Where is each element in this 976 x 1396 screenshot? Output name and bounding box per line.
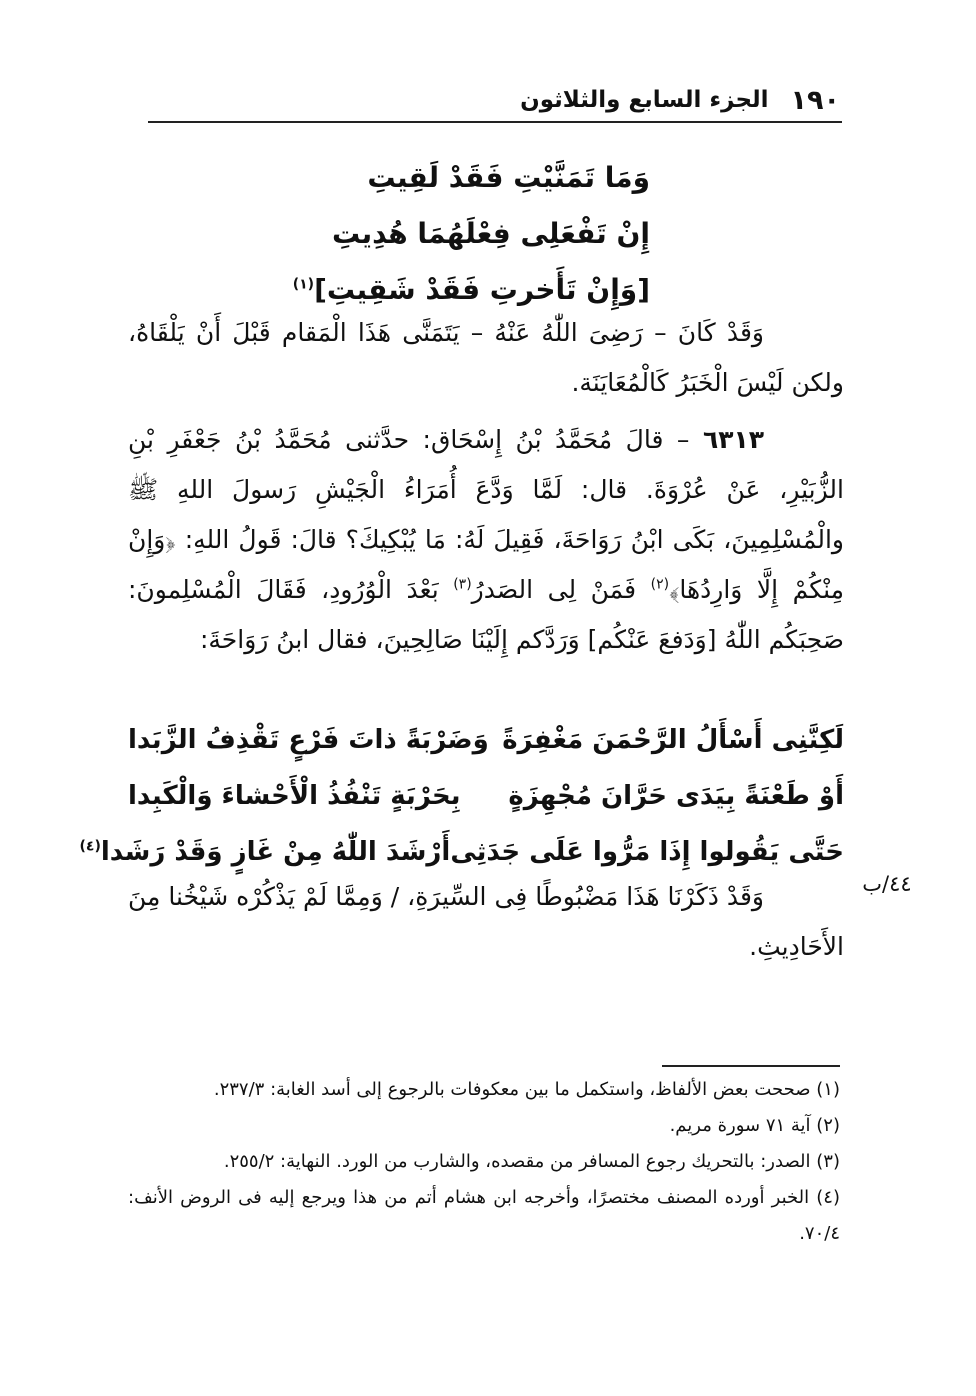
hadith-text: فَمَنْ لِى الصَدرُ bbox=[471, 575, 651, 604]
manuscript-folio-note: ٤٤/ب bbox=[862, 872, 912, 896]
verse-hemistich-left: بِحَرْبَةٍ تَنْفُذُ الْأَحْشاءَ وَالْكَبِدا bbox=[128, 781, 461, 811]
verse-hemistich-text: أَرْشَدَ اللّٰهُ مِنْ غَازٍ وَقَدْ رَشَدا bbox=[100, 837, 451, 867]
verse-hemistich-right: أَوْ طَعْنَةً بِيَدَى حَرَّانَ مُجْهِزَةٍ bbox=[508, 781, 844, 811]
page-header bbox=[150, 78, 840, 122]
footnote-ref[interactable]: (٣) bbox=[453, 576, 472, 593]
footnote-ref[interactable]: (٢) bbox=[650, 576, 670, 593]
footnote: (٢) آية ٧١ سورة مريم. bbox=[669, 1115, 840, 1136]
footnote: (٣) الصدر: بالتحريك رجوع المسافر من مقصده، والشارب من الورد. النهاية: ٢٥٥/٢. bbox=[223, 1151, 840, 1172]
opening-poem bbox=[292, 150, 650, 318]
footnote: (٤) الخبر أورده المصنف مختصرًا، وأخرجه ابن هشام أتم من هذا ويرجع إليه فى الروض الأنف: ٧٠/٤. bbox=[128, 1187, 840, 1244]
verse-hemistich-right: لَكِنَّنِى أَسْأَلُ الرَّحْمَنَ مَغْفِرَةً bbox=[502, 725, 844, 755]
verse-hemistich-left bbox=[80, 827, 451, 877]
poem-line-text: [وَإِنْ تَأَخرتِ فَقَدْ شَقِيتِ] bbox=[314, 273, 650, 306]
header-rule bbox=[148, 121, 842, 123]
closing-paragraph bbox=[128, 872, 844, 972]
page-number: ١٩٠ bbox=[790, 84, 840, 116]
footnote-rule bbox=[662, 1065, 840, 1067]
hadith-paragraph bbox=[128, 415, 844, 665]
verse-block bbox=[79, 712, 844, 880]
verse-line bbox=[128, 712, 844, 768]
paragraph-text: وَقَدْ كَانَ – رَضِىَ اللّٰهُ عَنْهُ – يَتَمَنَّى هَذَا الْمَقام قَبْلَ أَنْ يَلْقَاهُ، ولكن لَيْسَ الْخَبَرُ كَالْمُعَايَنَة. bbox=[128, 318, 844, 397]
footnote-ref[interactable]: (١) bbox=[292, 276, 315, 293]
verse-line bbox=[128, 768, 844, 824]
running-title: الجزء السابع والثلاثون bbox=[520, 87, 769, 113]
poem-line: وَمَا تَمَنَّيْتِ فَقَدْ لَقِيتِ bbox=[367, 161, 650, 194]
footnote-ref[interactable]: (٤) bbox=[79, 838, 101, 855]
hadith-text: بَعْدَ الْوُرُودِ، فَقَالَ الْمُسْلِمونَ: صَحِبَكُم اللّٰهُ [وَدَفعَ عَنْكُم] وَرَدَّكم إِلَيْنَا صَالِحِينَ، فقال ابنُ رَوَاحَةَ: bbox=[128, 575, 844, 654]
verse-hemistich-right: حَتَّى يَقُولوا إِذَا مَرُّوا عَلَى جَدَثِى bbox=[450, 837, 844, 867]
footnotes bbox=[128, 1072, 840, 1252]
footnote: (١) صححت بعض الألفاظ، واستكمل ما بين معكوفات بالرجوع إلى أسد الغابة: ٢٣٧/٣. bbox=[213, 1079, 840, 1100]
hadith-number: ٦٣١٣ bbox=[702, 425, 764, 454]
paragraph bbox=[128, 308, 844, 408]
paragraph-text: وَقَدْ ذَكَرْنَا هَذَا مَضْبُوطًا فِى السِّيرَةِ، / وَمِمَّا لَمْ يَذْكُرْه شَيْخُنا مِنَ الأَحَادِيثِ. bbox=[128, 882, 844, 961]
poem-line: إِنْ تَفْعَلِى فِعْلَهُمَا هُدِيتِ bbox=[331, 217, 650, 250]
hadith-text: – قالَ مُحَمَّدُ بْنُ إِسْحَاق: حدَّثنى مُحَمَّدُ بْنُ جَعْفَرِ بْنِ الزُّبَيْرِ، عَنْ عُرْوَةَ. قال: لَمَّا وَدَّعَ أُمَرَاءُ الْجَيْشِ رَسولَ اللهِ ﷺ والْمُسْلِمِينَ، بَكَى ابْنُ رَوَاحَةَ، فَقِيلَ لَهُ: مَا يُبْكِيكَ؟ قالَ: قَولُ اللهِ: ﴿وَإِنْ مِنْكُمْ إِلَّا وَارِدُهَا﴾ bbox=[128, 425, 845, 604]
verse-hemistich-left: وَضَرْبَةً ذاتَ فَرْعٍ تَقْذِفُ الزَّبَدا bbox=[128, 725, 489, 755]
